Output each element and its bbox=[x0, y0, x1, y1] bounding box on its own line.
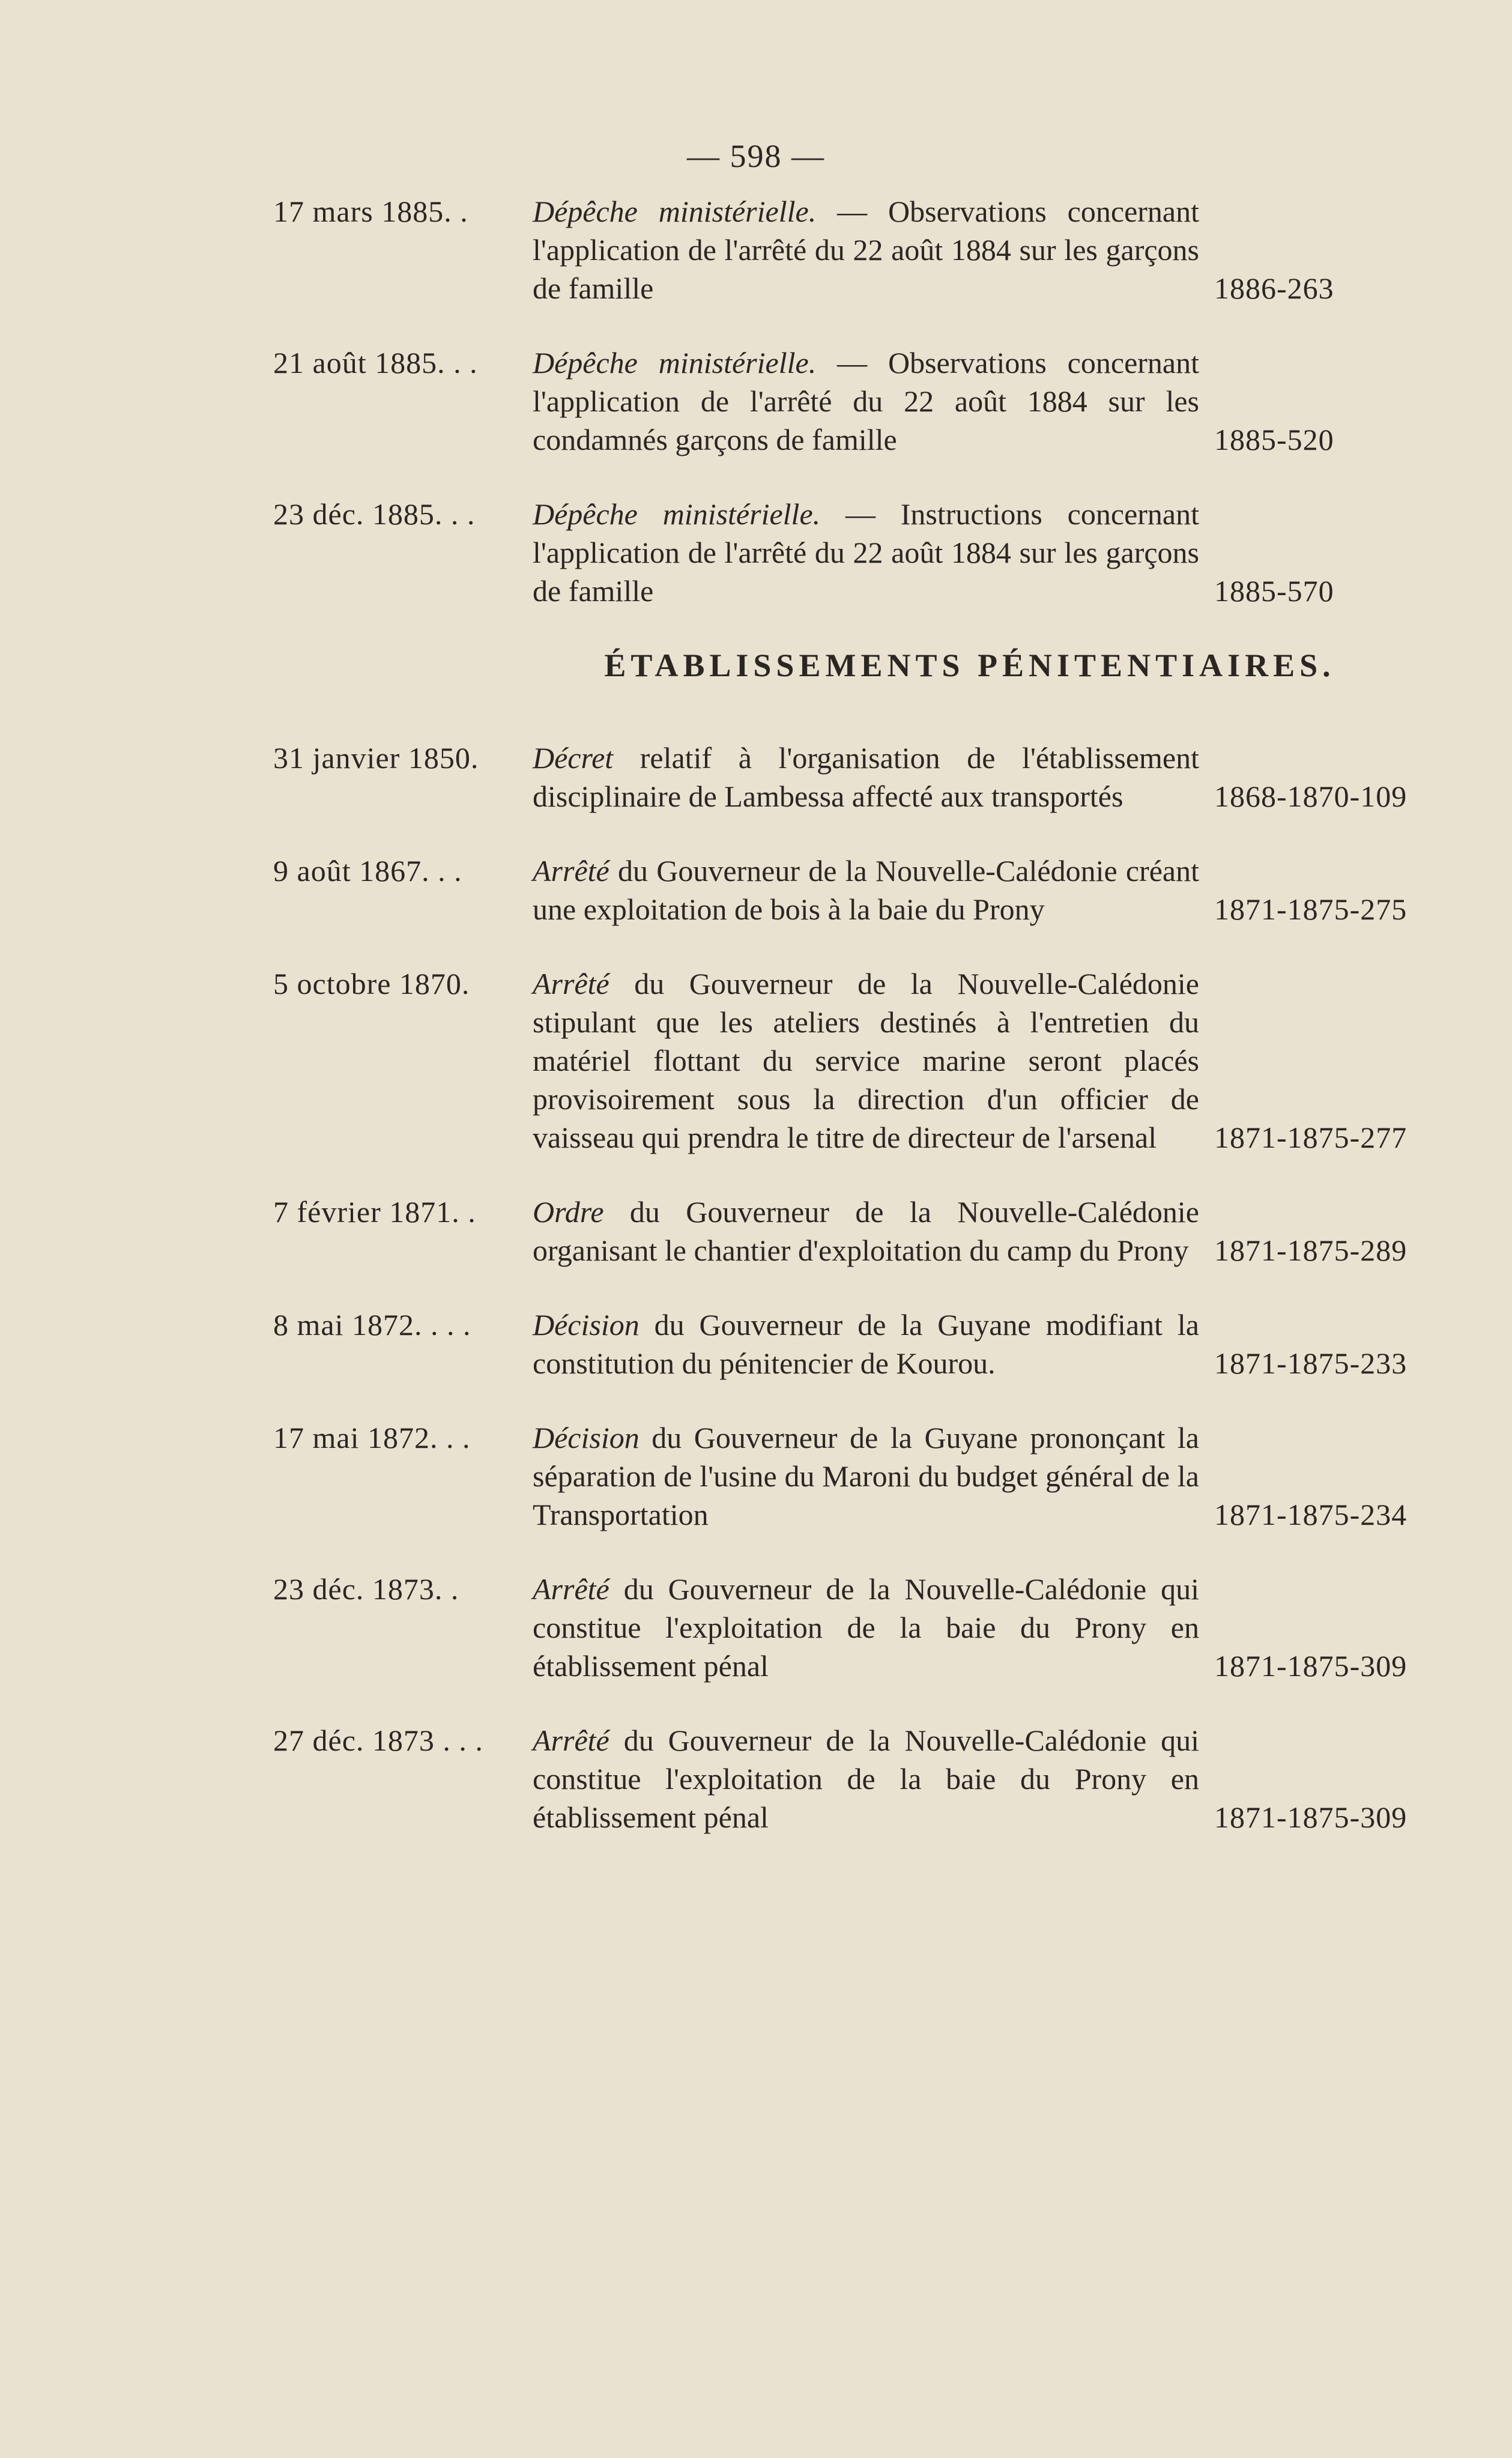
entry-text: — Instructions concernant l'application de l'arrêté du 22 août 1884 sur les garçons de famille bbox=[533, 497, 1199, 608]
entry-kind: Arrêté bbox=[533, 1724, 609, 1757]
entry-date: 27 déc. 1873 . . . bbox=[273, 1724, 483, 1757]
entry-date: 17 mai 1872. . . bbox=[273, 1421, 471, 1455]
entry-text: relatif à l'organisation de l'établissement disciplinaire de Lambessa affecté aux transportés bbox=[533, 741, 1199, 813]
entry-date: 23 déc. 1873. . bbox=[273, 1572, 459, 1606]
entry-body bbox=[533, 1418, 1199, 1534]
list-item bbox=[273, 1418, 1426, 1534]
entry-reference: 1871-1875-233 bbox=[1214, 1346, 1408, 1380]
entry-reference: 1885-570 bbox=[1214, 574, 1334, 608]
entry-date: 7 février 1871. . bbox=[273, 1195, 476, 1229]
entry-reference: 1886-263 bbox=[1214, 271, 1334, 305]
entry-body bbox=[533, 852, 1199, 928]
list-item bbox=[273, 1570, 1426, 1685]
entry-text: du Gouverneur de la Nouvelle-Calédonie qui constitue l'exploitation de la baie du Prony en établissement pénal bbox=[533, 1572, 1199, 1683]
entry-text: du Gouverneur de la Nouvelle-Calédonie qui constitue l'exploitation de la baie du Prony en établissement pénal bbox=[533, 1724, 1199, 1834]
entry-reference: 1871-1875-234 bbox=[1214, 1498, 1408, 1531]
list-item bbox=[273, 344, 1426, 459]
entry-body bbox=[533, 495, 1199, 610]
entry-date: 9 août 1867. . . bbox=[273, 854, 462, 888]
entry-reference: 1871-1875-289 bbox=[1214, 1234, 1408, 1267]
entry-date: 8 mai 1872. . . . bbox=[273, 1308, 471, 1342]
list-item bbox=[273, 1306, 1426, 1382]
entry-text: du Gouverneur de la Nouvelle-Calédonie stipulant que les ateliers destinés à l'entretien du matériel flottant du service marine seront placés provisoirement sous la direction d'un officier de vaisseau qui prendra le titre de directeur de l'arsenal bbox=[533, 967, 1199, 1154]
entry-text: — Observations concernant l'application de l'arrêté du 22 août 1884 sur les garçons de famille bbox=[533, 195, 1199, 305]
entry-kind: Décret bbox=[533, 741, 614, 775]
list-item bbox=[273, 1193, 1426, 1270]
entry-kind: Arrêté bbox=[533, 967, 609, 1000]
list-item bbox=[273, 1721, 1426, 1836]
entry-reference: 1871-1875-277 bbox=[1214, 1121, 1408, 1154]
entry-date: 5 octobre 1870. bbox=[273, 967, 470, 1000]
entry-reference: 1871-1875-309 bbox=[1214, 1649, 1408, 1683]
entry-body bbox=[533, 1570, 1199, 1685]
list-item bbox=[273, 495, 1426, 610]
entry-body bbox=[533, 1721, 1199, 1836]
list-item bbox=[273, 192, 1426, 307]
entry-kind: Décision bbox=[533, 1308, 640, 1342]
entry-text: du Gouverneur de la Nouvelle-Calédonie créant une exploitation de bois à la baie du Prony bbox=[533, 854, 1200, 926]
list-item bbox=[273, 964, 1426, 1157]
entry-text: du Gouverneur de la Guyane prononçant la séparation de l'usine du Maroni du budget général de la Transportation bbox=[533, 1421, 1200, 1531]
entry-date: 17 mars 1885. . bbox=[273, 195, 468, 228]
entry-body bbox=[533, 739, 1199, 816]
entry-body bbox=[533, 192, 1199, 307]
entry-text: du Gouverneur de la Guyane modifiant la constitution du pénitencier de Kourou. bbox=[533, 1308, 1199, 1380]
entry-body bbox=[533, 1193, 1199, 1270]
entry-kind: Dépêche ministérielle. bbox=[533, 195, 817, 228]
entry-body bbox=[533, 1306, 1199, 1382]
entry-body bbox=[533, 964, 1199, 1157]
entry-kind: Ordre bbox=[533, 1195, 604, 1229]
entry-text: du Gouverneur de la Nouvelle-Calédonie organisant le chantier d'exploitation du camp du Prony bbox=[533, 1195, 1199, 1267]
entries-list bbox=[273, 192, 1426, 1872]
entry-reference: 1871-1875-275 bbox=[1214, 892, 1408, 926]
entry-kind: Décision bbox=[533, 1421, 640, 1455]
page-number: — 598 — bbox=[687, 138, 825, 174]
entry-reference: 1871-1875-309 bbox=[1214, 1800, 1408, 1834]
entry-body bbox=[533, 344, 1199, 459]
entry-reference: 1885-520 bbox=[1214, 423, 1334, 456]
entry-kind: Dépêche ministérielle. bbox=[533, 346, 817, 380]
entry-date: 23 déc. 1885. . . bbox=[273, 497, 476, 531]
entry-text: — Observations concernant l'application de l'arrêté du 22 août 1884 sur les condamnés garçons de famille bbox=[533, 346, 1199, 456]
entry-date: 21 août 1885. . . bbox=[273, 346, 478, 380]
entry-kind: Arrêté bbox=[533, 1572, 609, 1606]
entry-kind: Dépêche ministérielle. bbox=[533, 497, 821, 531]
list-item bbox=[273, 739, 1426, 816]
entry-date: 31 janvier 1850. bbox=[273, 741, 479, 775]
list-item bbox=[273, 852, 1426, 928]
entry-kind: Arrêté bbox=[533, 854, 609, 888]
entry-reference: 1868-1870-109 bbox=[1214, 779, 1408, 813]
section-heading: ÉTABLISSEMENTS PÉNITENTIAIRES. bbox=[604, 647, 1335, 683]
